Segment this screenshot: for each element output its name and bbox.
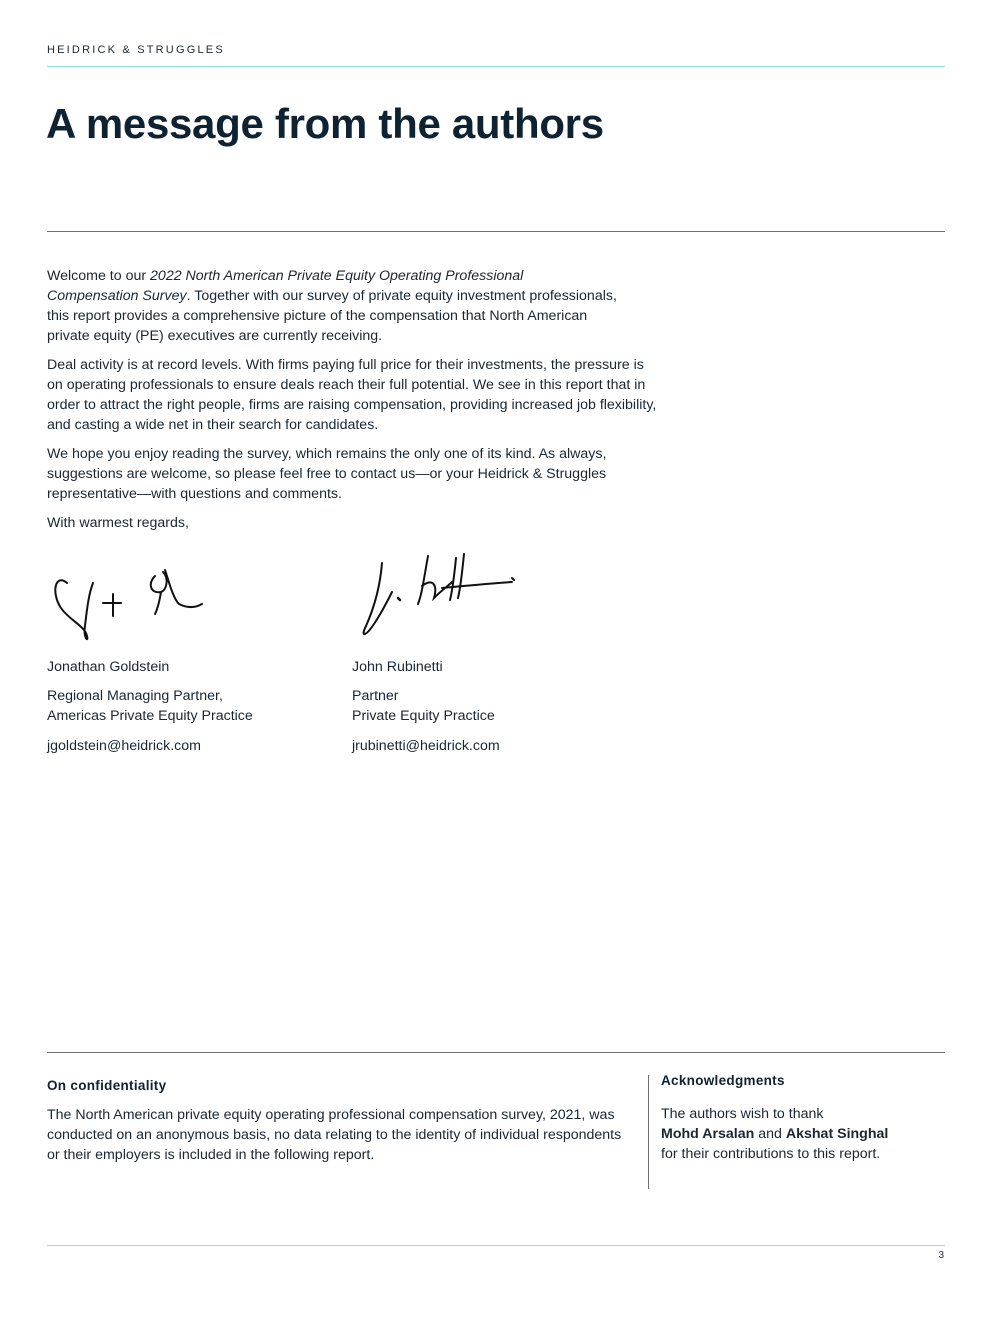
confidentiality-text: The North American private equity operating professional compensation survey, 2021, was conducted on an anonymous basis, no data relating to the identity of individual respondents or their employers is included in the following report.	[47, 1107, 622, 1163]
conjunction: and	[758, 1126, 782, 1142]
confidentiality-heading: On confidentiality	[47, 1078, 167, 1093]
author-title-line: Private Equity Practice	[352, 708, 495, 724]
intro-paragraph-3: We hope you enjoy reading the survey, which remains the only one of its kind. As always, suggestions are welcome, so please feel free to contact us—or your Heidrick & Struggles representative—with questions and comments.	[47, 446, 607, 502]
header-divider	[47, 66, 945, 67]
intro-paragraph-1: Welcome to our 2022 North American Private Equity Operating Professional Compensation Survey. Together with our survey of private equity investment professionals, this report provides a comprehensive picture of the compensation that North American private equity (PE) executives are currently receiving.	[47, 268, 617, 344]
author-title-line: Americas Private Equity Practice	[47, 708, 253, 724]
contributor-name: Akshat Singhal	[785, 1126, 889, 1142]
footer-divider	[47, 1245, 945, 1246]
acknowledgments-line: for their contributions to this report.	[661, 1146, 881, 1162]
column-divider	[648, 1075, 649, 1189]
intro-letter	[47, 266, 667, 542]
page-title: A message from the authors	[46, 100, 604, 147]
intro-paragraph-2: Deal activity is at record levels. With firms paying full price for their investments, the pressure is on operating professionals to ensure deals reach their full potential. We see in this report that in order to attract the right people, firms are raising compensation, providing increased job flexibility, and casting a wide net in their search for candidates.	[47, 357, 657, 433]
author-name-goldstein: Jonathan Goldstein	[47, 659, 170, 675]
acknowledgments-line: The authors wish to thank	[661, 1106, 824, 1122]
author-name-rubinetti: John Rubinetti	[352, 659, 443, 675]
author-title-rubinetti	[352, 686, 495, 726]
brand-name: HEIDRICK & STRUGGLES	[47, 44, 225, 56]
author-email-rubinetti[interactable]: jrubinetti@heidrick.com	[352, 738, 500, 754]
author-title-goldstein	[47, 686, 253, 726]
acknowledgments-text	[661, 1104, 941, 1164]
signature-rubinetti	[352, 548, 522, 648]
author-title-line: Partner	[352, 688, 399, 704]
author-email-goldstein[interactable]: jgoldstein@heidrick.com	[47, 738, 201, 754]
author-title-line: Regional Managing Partner,	[47, 688, 223, 704]
footer-section-divider	[47, 1052, 945, 1053]
acknowledgments-names	[661, 1124, 941, 1144]
closing-salutation: With warmest regards,	[47, 515, 189, 531]
title-divider	[47, 231, 945, 232]
signature-goldstein	[47, 548, 237, 648]
acknowledgments-heading: Acknowledgments	[661, 1073, 785, 1088]
contributor-name: Mohd Arsalan	[661, 1126, 755, 1142]
page-number: 3	[938, 1250, 944, 1261]
